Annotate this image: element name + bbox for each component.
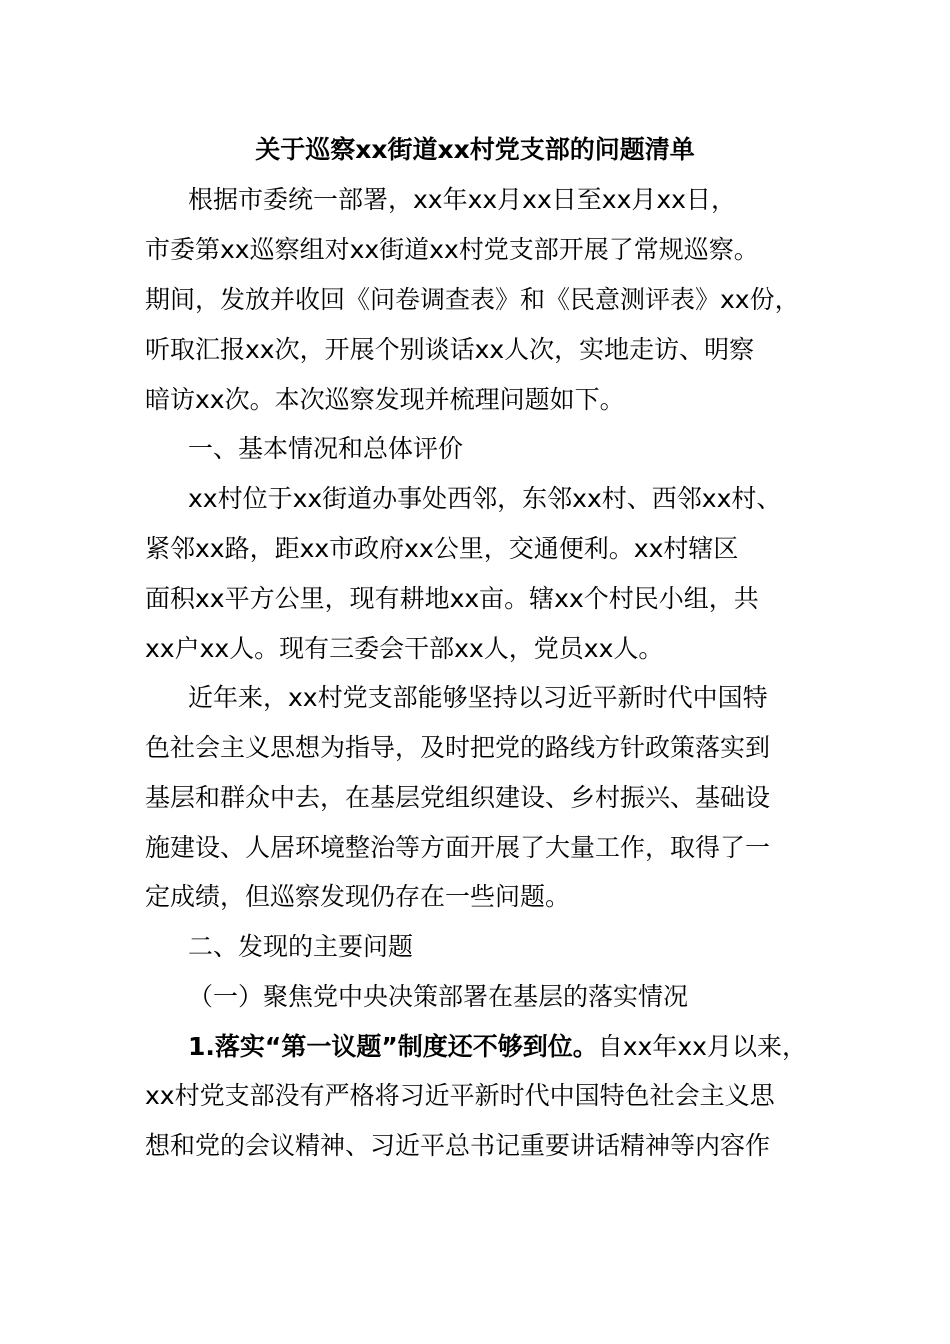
paragraph-line: 基层和群众中去，在基层党组织建设、乡村振兴、基础设: [145, 783, 771, 812]
paragraph-line: 市委第xx巡察组对xx街道xx村党支部开展了常规巡察。: [145, 235, 759, 264]
section-heading: 一、基本情况和总体评价: [188, 434, 464, 463]
paragraph-line: 紧邻xx路，距xx市政府xx公里，交通便利。xx村辖区: [145, 534, 739, 563]
paragraph-line: 期间，发放并收回《问卷调查表》和《民意测评表》xx份，: [145, 285, 800, 314]
paragraph-line: xx户xx人。现有三委会干部xx人，党员xx人。: [145, 634, 664, 663]
paragraph-line: 近年来，xx村党支部能够坚持以习近平新时代中国特: [188, 683, 768, 712]
paragraph-line: 色社会主义思想为指导，及时把党的路线方针政策落实到: [145, 733, 771, 762]
paragraph-line: 暗访xx次。本次巡察发现并梳理问题如下。: [145, 385, 625, 414]
paragraph-line: 施建设、人居环境整治等方面开展了大量工作，取得了一: [145, 833, 771, 862]
section-heading: 二、发现的主要问题: [188, 932, 414, 961]
paragraph-line: xx村党支部没有严格将习近平新时代中国特色社会主义思: [145, 1081, 775, 1110]
paragraph-line: 想和党的会议精神、习近平总书记重要讲话精神等内容作: [145, 1131, 771, 1160]
paragraph-line: 听取汇报xx次，开展个别谈话xx人次，实地走访、明察: [145, 335, 755, 364]
paragraph-line: 面积xx平方公里，现有耕地xx亩。辖xx个村民小组，共: [145, 584, 759, 613]
item-text: 自xx年xx月以来，: [597, 1032, 807, 1061]
paragraph-line: xx村位于xx街道办事处西邻，东邻xx村、西邻xx村、: [188, 484, 782, 513]
subsection-heading: （一）聚焦党中央决策部署在基层的落实情况: [188, 982, 689, 1011]
item-title: 1.落实“第一议题”制度还不够到位。: [188, 1032, 598, 1061]
paragraph-line: 根据市委统一部署，xx年xx月xx日至xx月xx日，: [188, 185, 736, 214]
paragraph-line: 定成绩，但巡察发现仍存在一些问题。: [145, 882, 571, 911]
document-title: 关于巡察xx街道xx村党支部的问题清单: [255, 135, 695, 164]
item-line: [188, 1027, 807, 1067]
